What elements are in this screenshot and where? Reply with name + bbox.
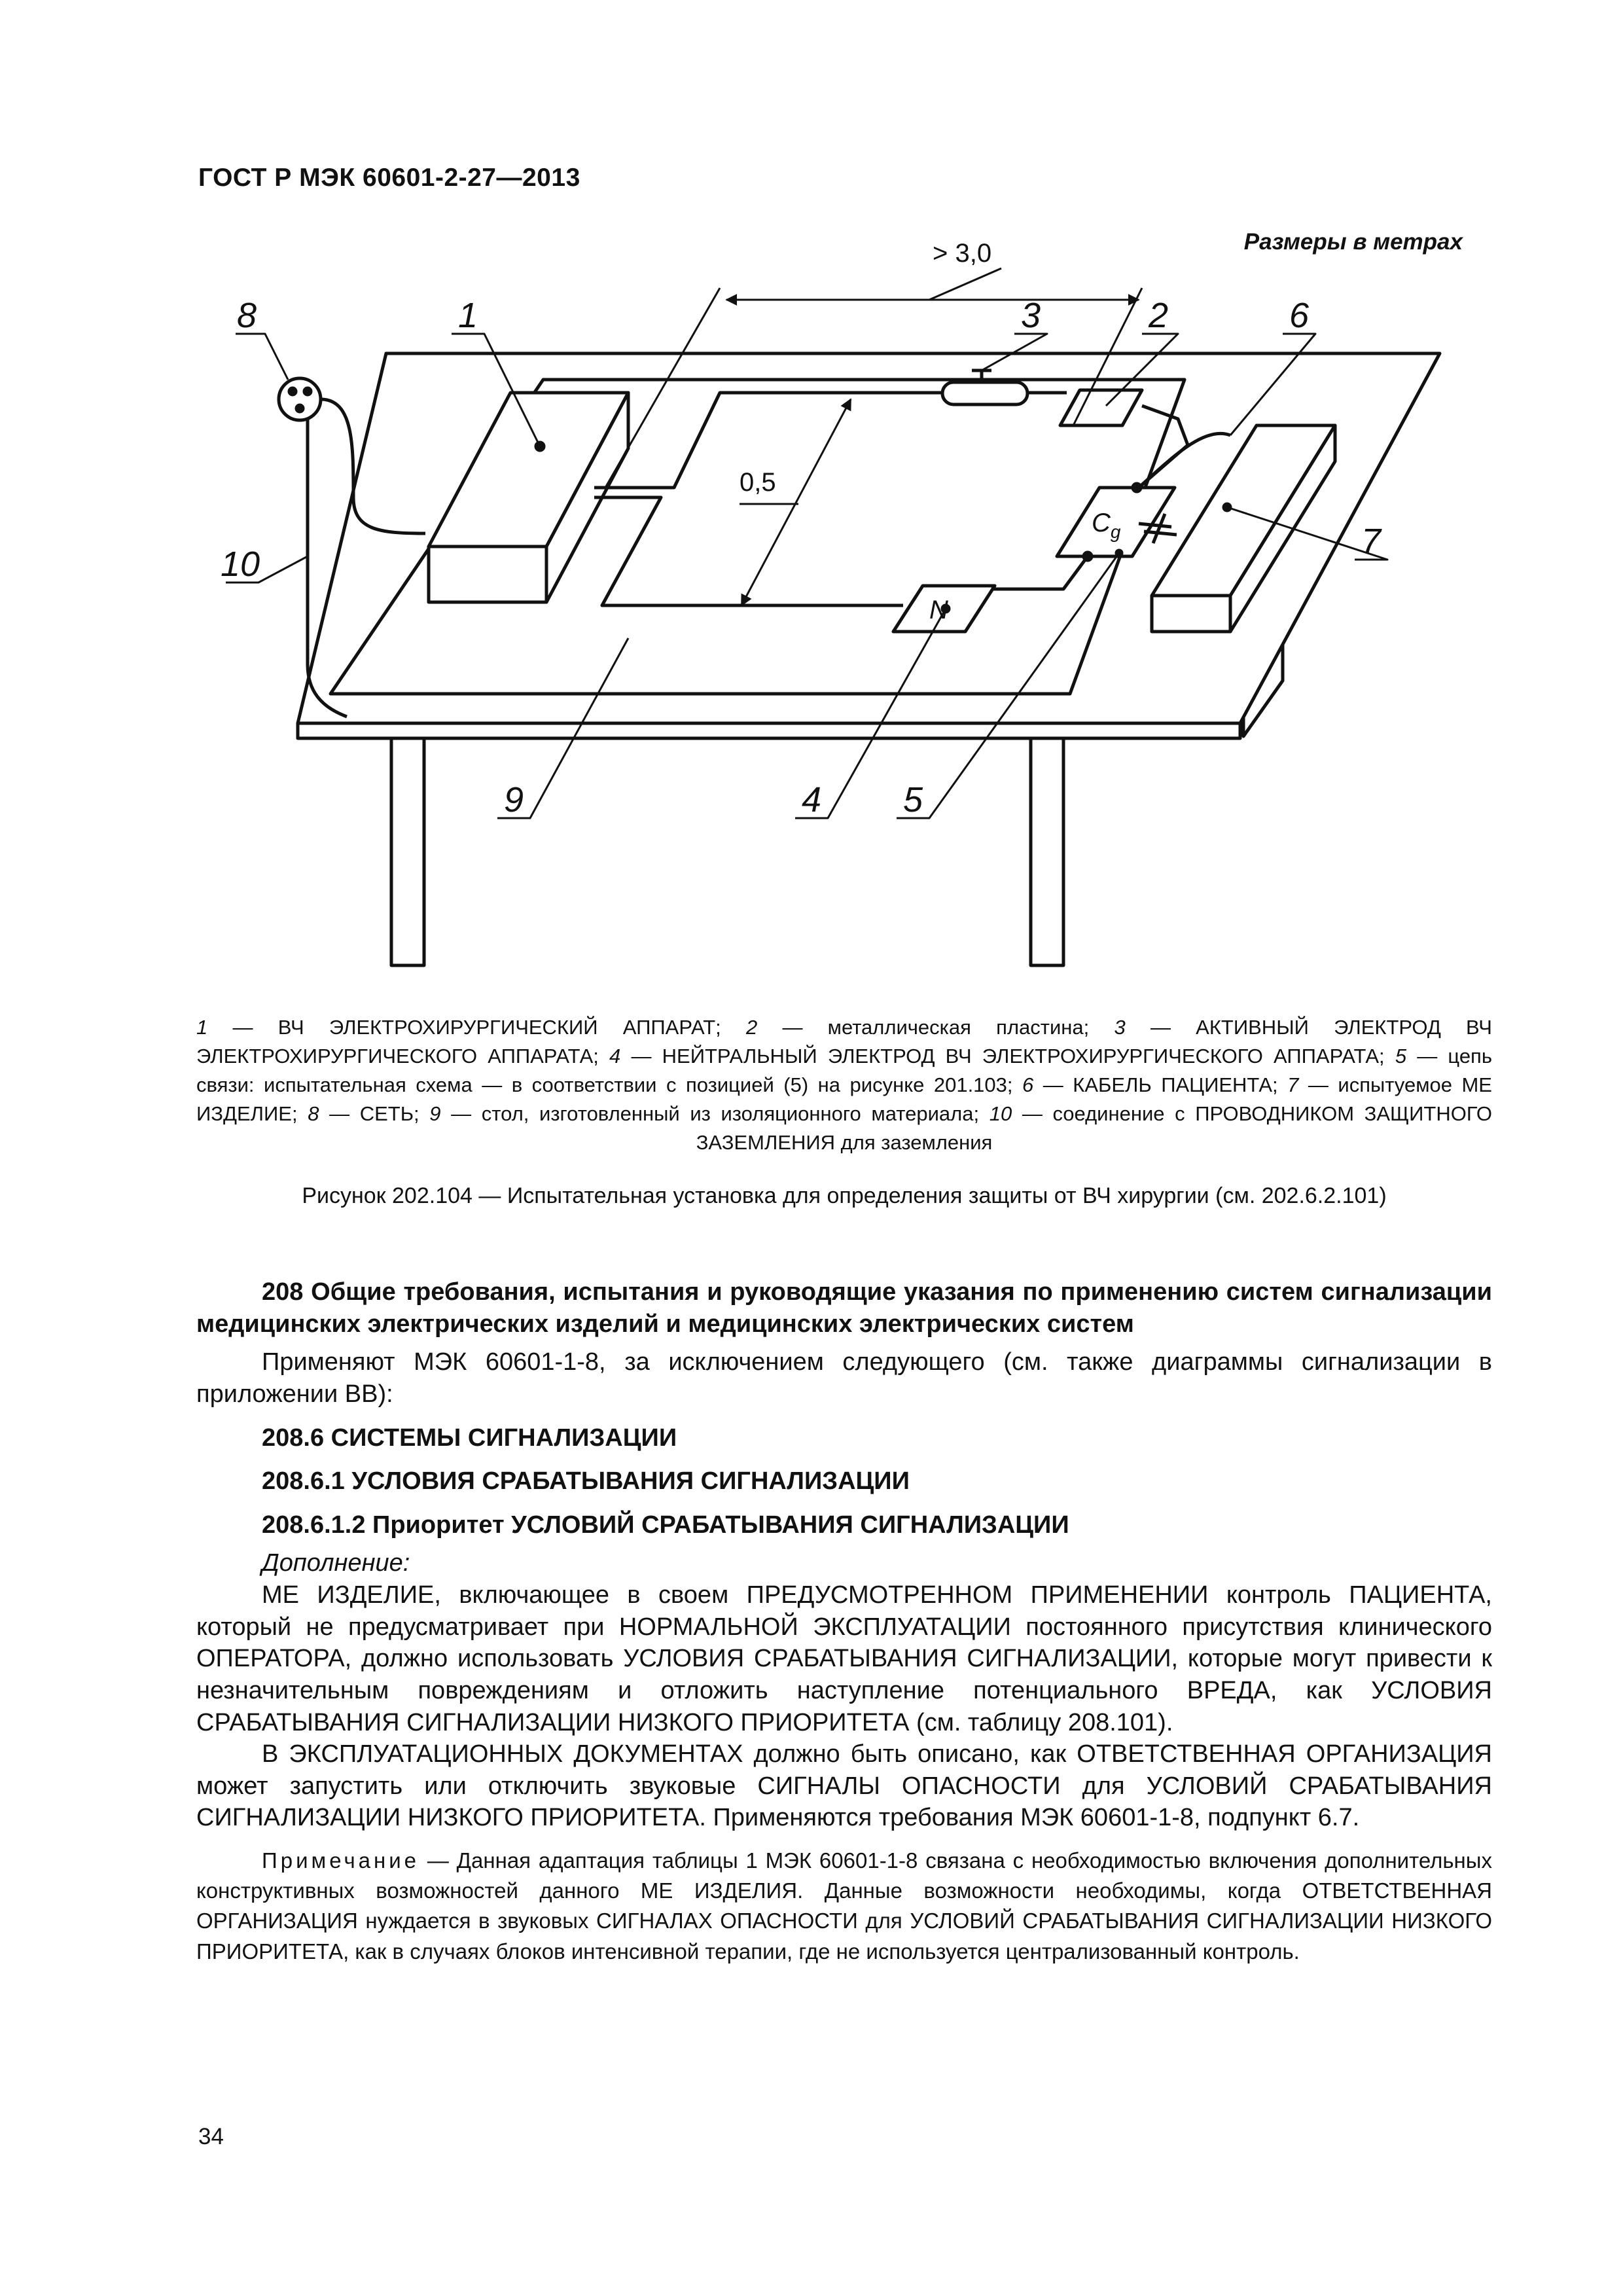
legend-text-4: НЕЙТРАЛЬНЫЙ ЭЛЕКТРОД ВЧ ЭЛЕКТРОХИРУРГИЧЕСКОГО АППАРАТА; [662, 1045, 1385, 1068]
addition-paragraph-1: МЕ ИЗДЕЛИЕ, включающее в своем ПРЕДУСМОТРЕННОМ ПРИМЕНЕНИИ контроль ПАЦИЕНТА, который не предусматривает при НОРМАЛЬНОЙ ЭКСПЛУАТАЦИИ постоянного присутствия клинического ОПЕРАТОРА, должно использовать УСЛОВИЯ СРАБАТЫВАНИЯ СИГНАЛИЗАЦИИ, которые могут привести к незначительным повреждениям и отложить наступление потенциального ВРЕДА, как УСЛОВИЯ СРАБАТЫВАНИЯ СИГНАЛИЗАЦИИ НИЗКОГО ПРИОРИТЕТА (см. таблицу 208.101). [196, 1581, 1492, 1736]
legend-num-2: 2 [745, 1016, 758, 1039]
section-208 [196, 1276, 1492, 1967]
dim-short-label: 0,5 [740, 468, 776, 497]
note-label: Примечание [262, 1848, 420, 1873]
legend-text-1: ВЧ ЭЛЕКТРОХИРУРГИЧЕСКИЙ АППАРАТ; [277, 1016, 721, 1039]
dimensions-note: Размеры в метрах [1243, 229, 1463, 255]
callout-4: 4 [802, 780, 822, 819]
section-208-title: 208 Общие требования, испытания и руководящие указания по применению систем сигнализации медицинских электрических изделий и медицинских электрических систем [196, 1278, 1492, 1338]
dim-long-label: > 3,0 [933, 239, 992, 268]
legend-num-8: 8 [308, 1102, 319, 1126]
legend-num-3: 3 [1114, 1016, 1126, 1039]
legend-num-4: 4 [609, 1045, 621, 1068]
callout-10: 10 [221, 545, 260, 584]
addition-paragraph-2: В ЭКСПЛУАТАЦИОННЫХ ДОКУМЕНТАХ должно быть описано, как ОТВЕТСТВЕННАЯ ОРГАНИЗАЦИЯ может запустить или отключить звуковые СИГНАЛЫ ОПАСНОСТИ для УСЛОВИЙ СРАБАТЫВАНИЯ СИГНАЛИЗАЦИИ НИЗКОГО ПРИОРИТЕТА. Применяются требования МЭК 60601-1-8, подпункт 6.7. [196, 1740, 1492, 1832]
legend-text-9: стол, изготовленный из изоляционного материала; [481, 1102, 980, 1126]
callout-2: 2 [1149, 296, 1169, 335]
legend-text-10: соединение с ПРОВОДНИКОМ ЗАЩИТНОГО ЗАЗЕМЛЕНИЯ для заземления [696, 1102, 1492, 1155]
heading-208-6: 208.6 СИСТЕМЫ СИГНАЛИЗАЦИИ [262, 1424, 677, 1452]
dim-leader-long [929, 268, 1001, 300]
note-text: — Данная адаптация таблицы 1 МЭК 60601-1-8 связана с необходимостью включения дополнительных конструктивных возможностей данного МЕ ИЗДЕЛИЯ. Данные возможности необходимы, когда ОТВЕТСТВЕННАЯ ОРГАНИЗАЦИЯ нуждается в звуковых СИГНАЛАХ ОПАСНОСТИ для УСЛОВИЙ СРАБАТЫВАНИЯ СИГНАЛИЗАЦИИ НИЗКОГО ПРИОРИТЕТА, как в случаях блоков интенсивной терапии, где не используется централизованный контроль. [196, 1848, 1492, 1964]
cg-label: $C_g$ [1092, 509, 1121, 542]
callout-6: 6 [1289, 296, 1310, 335]
legend-text-7: испытуемое МЕ ИЗДЕЛИЕ; [196, 1073, 1492, 1126]
section-208-intro: Применяют МЭК 60601-1-8, за исключением следующего (см. также диаграммы сигнализации в приложении ВВ): [196, 1348, 1492, 1408]
neutral-label: N [929, 596, 948, 624]
legend-num-7: 7 [1287, 1073, 1299, 1097]
figure-caption: Рисунок 202.104 — Испытательная установка для определения защиты от ВЧ хирургии (см. 202.6.2.101) [302, 1183, 1387, 1208]
callout-9: 9 [504, 780, 524, 819]
heading-208-6-1: 208.6.1 УСЛОВИЯ СРАБАТЫВАНИЯ СИГНАЛИЗАЦИИ [262, 1467, 910, 1496]
table-leg-right [1031, 736, 1063, 965]
legend-num-1: 1 [196, 1016, 208, 1039]
legend-num-10: 10 [989, 1102, 1012, 1126]
legend-text-5: цепь связи: испытательная схема — в соответствии с позицией (5) на рисунке 201.103; [196, 1045, 1492, 1097]
legend-text-6: КАБЕЛЬ ПАЦИЕНТА; [1073, 1073, 1278, 1097]
legend-num-6: 6 [1022, 1073, 1034, 1097]
legend-text-2: металлическая пластина; [827, 1016, 1090, 1039]
table-leg-left [391, 736, 424, 965]
page-number: 34 [198, 2124, 224, 2149]
figure-legend: 1 — ВЧ ЭЛЕКТРОХИРУРГИЧЕСКИЙ АППАРАТ; 2 — металлическая пластина; 3 — АКТИВНЫЙ ЭЛЕКТРОД ВЧ ЭЛЕКТРОХИРУРГИЧЕСКОГО АППАРАТА; 4 — НЕЙТРАЛЬНЫЙ ЭЛЕКТРОД ВЧ ЭЛЕКТРОХИРУРГИЧЕСКОГО АППАРАТА; 5 — цепь связи: испытательная схема — в соответствии с позицией (5) на рисунке 201.103; 6 — КАБЕЛЬ ПАЦИЕНТА; 7 — испытуемое МЕ ИЗДЕЛИЕ; 8 — СЕТЬ; 9 — стол, изготовленный из изоляционного материала; 10 — соединение с ПРОВОДНИКОМ ЗАЩИТНОГО ЗАЗЕМЛЕНИЯ для заземления [196, 1016, 1492, 1155]
legend-text-3: АКТИВНЫЙ ЭЛЕКТРОД ВЧ ЭЛЕКТРОХИРУРГИЧЕСКОГО АППАРАТА; [196, 1016, 1492, 1068]
callout-1: 1 [458, 296, 478, 335]
heading-208-6-1-2: 208.6.1.2 Приоритет УСЛОВИЙ СРАБАТЫВАНИЯ СИГНАЛИЗАЦИИ [262, 1511, 1069, 1539]
document-header: ГОСТ Р МЭК 60601-2-27—2013 [198, 164, 580, 192]
callout-8: 8 [237, 296, 257, 335]
note-paragraph [196, 1846, 1492, 1967]
mains-socket [279, 378, 321, 420]
table-edge [298, 723, 1240, 738]
legend-num-5: 5 [1395, 1045, 1407, 1068]
legend-num-9: 9 [429, 1102, 441, 1126]
test-setup-figure [0, 0, 1623, 1008]
callout-3: 3 [1021, 296, 1041, 335]
callout-5: 5 [903, 780, 923, 819]
legend-text-8: СЕТЬ; [359, 1102, 419, 1126]
addition-label: Дополнение: [262, 1549, 410, 1577]
callout-7: 7 [1361, 522, 1382, 561]
